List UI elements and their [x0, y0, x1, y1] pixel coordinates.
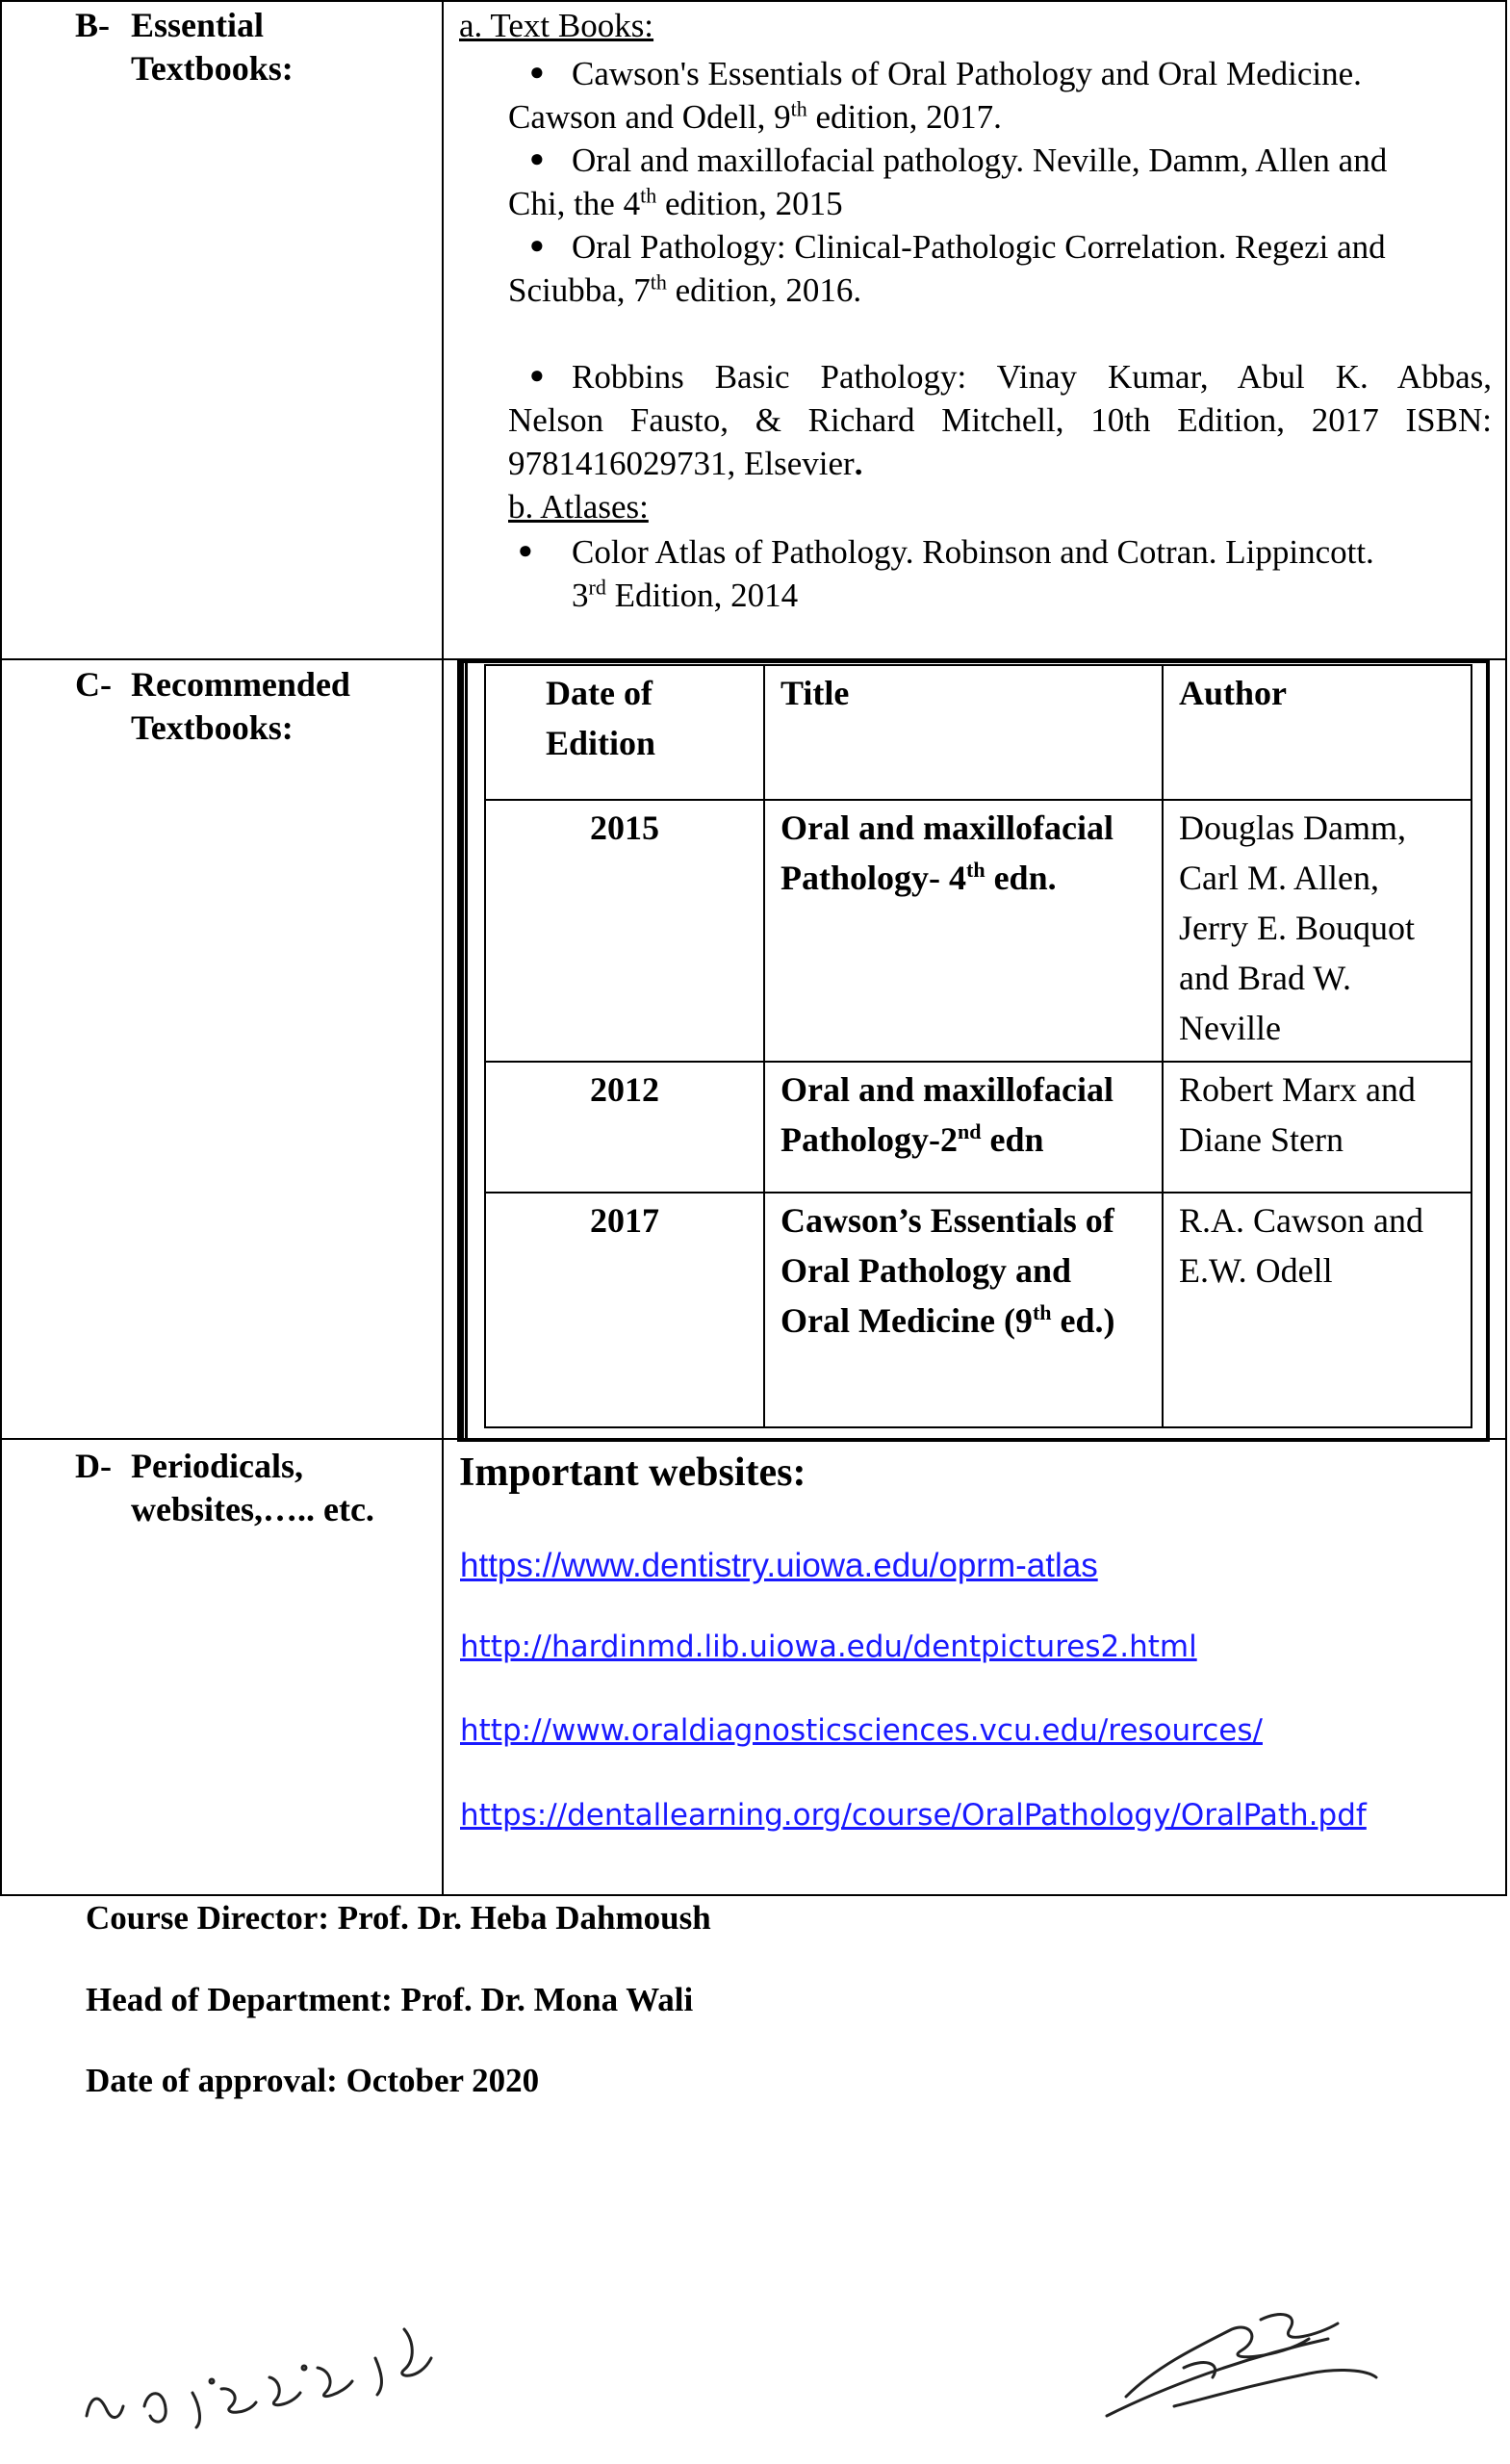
row-date: 2012: [485, 1062, 764, 1193]
row-title: Cawson’s Essentials of Oral Pathology and Oral Medicine (9th ed.): [764, 1193, 1163, 1427]
text-books-heading: a. Text Books:: [459, 7, 654, 44]
book3-line1: Oral Pathology: Clinical-Pathologic Correlation. Regezi and: [572, 228, 1386, 266]
course-director: Course Director: Prof. Dr. Heba Dahmoush: [86, 1899, 711, 1937]
table-row: [485, 1193, 1472, 1427]
website-link[interactable]: https://www.dentistry.uiowa.edu/oprm-atlas: [460, 1547, 1098, 1584]
book4-line3: 9781416029731, Elsevier.: [508, 445, 863, 482]
atlases-heading: b. Atlases:: [508, 488, 649, 526]
row-date: 2015: [485, 800, 764, 1062]
book3-line2: Sciubba, 7th edition, 2016.: [508, 270, 862, 309]
book2-line1: Oral and maxillofacial pathology. Neville, Damm, Allen and: [572, 141, 1388, 179]
row-author: Robert Marx and Diane Stern: [1163, 1062, 1472, 1193]
table-row: [485, 800, 1472, 1062]
bullet: ●: [529, 361, 545, 389]
book1-line2: Cawson and Odell, 9th edition, 2017.: [508, 96, 1002, 136]
section-c-label: C- Recommended Textbooks:: [75, 665, 350, 747]
book4-line2: Nelson Fausto, & Richard Mitchell, 10th Edition, 2017 ISBN:: [508, 401, 1492, 439]
table-header-row: [485, 665, 1472, 800]
column-divider: [442, 0, 444, 1896]
book4-line1: Robbins Basic Pathology: Vinay Kumar, Abul K. Abbas,: [572, 358, 1492, 396]
bullet: ●: [529, 144, 545, 172]
right-signature-image: [1088, 2300, 1395, 2435]
head-of-department: Head of Department: Prof. Dr. Mona Wali: [86, 1981, 694, 2018]
row-date: 2017: [485, 1193, 764, 1427]
atlas1-line2: 3rd Edition, 2014: [572, 575, 799, 614]
row-title: Oral and maxillofacial Pathology-2nd edn: [764, 1062, 1163, 1193]
website-link[interactable]: http://hardinmd.lib.uiowa.edu/dentpictures2.html: [460, 1630, 1197, 1664]
section-d-label: D- Periodicals, websites,….. etc.: [75, 1447, 374, 1528]
book1-line1: Cawson's Essentials of Oral Pathology and Oral Medicine.: [572, 55, 1362, 92]
header-date: Date of Edition: [485, 665, 764, 800]
atlas1-line1: Color Atlas of Pathology. Robinson and Cotran. Lippincott.: [572, 533, 1374, 571]
bullet: ●: [529, 58, 545, 86]
bullet: ●: [529, 231, 545, 259]
row-author: Douglas Damm, Carl M. Allen, Jerry E. Bouquot and Brad W. Neville: [1163, 800, 1472, 1062]
section-b-label: B- Essential Textbooks:: [75, 6, 294, 88]
header-author: Author: [1163, 665, 1472, 800]
website-link[interactable]: https://dentallearning.org/course/OralPathology/OralPath.pdf: [460, 1798, 1367, 1833]
date-of-approval: Date of approval: October 2020: [86, 2062, 540, 2099]
left-signature-image: [77, 2300, 481, 2445]
table-row: [485, 1062, 1472, 1193]
frame-inner-border: [465, 660, 468, 1442]
recommended-textbooks-table: [484, 664, 1472, 1428]
book2-line2: Chi, the 4th edition, 2015: [508, 183, 843, 222]
important-websites-heading: Important websites:: [459, 1450, 806, 1495]
row-title: Oral and maxillofacial Pathology- 4th edn.: [764, 800, 1163, 1062]
header-title: Title: [764, 665, 1163, 800]
bullet: ●: [518, 536, 533, 564]
website-link[interactable]: http://www.oraldiagnosticsciences.vcu.edu/resources/: [460, 1713, 1263, 1748]
row-author: R.A. Cawson and E.W. Odell: [1163, 1193, 1472, 1427]
